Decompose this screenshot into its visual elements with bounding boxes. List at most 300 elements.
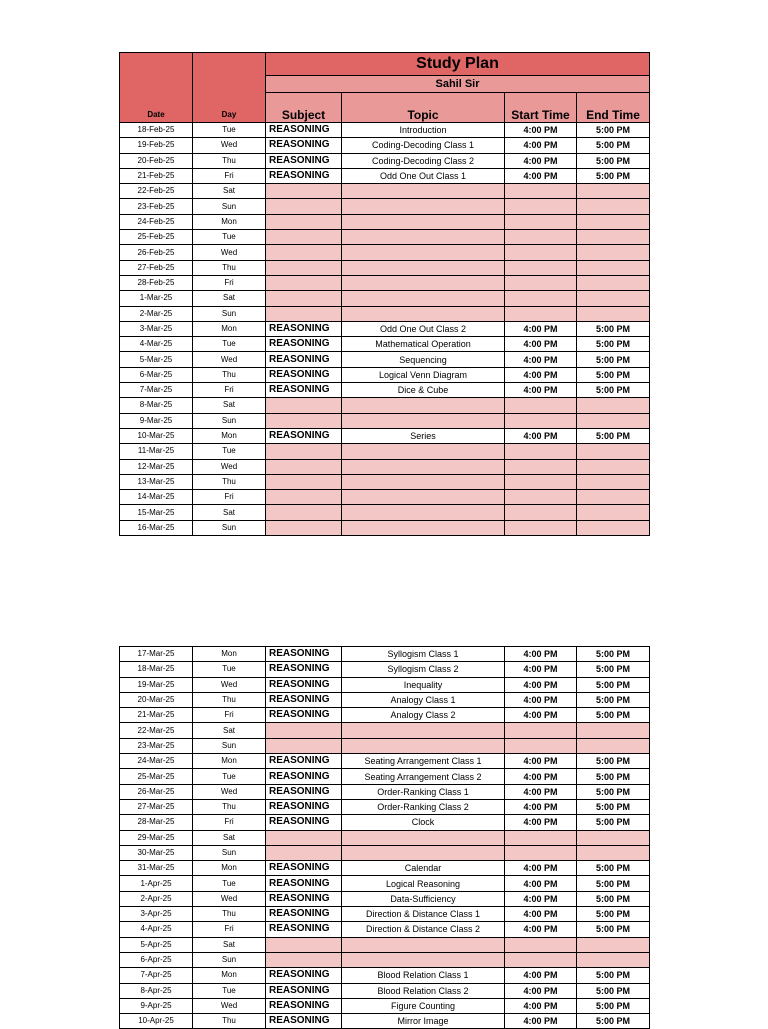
- day-cell: Tue: [193, 876, 266, 891]
- day-cell: Wed: [193, 998, 266, 1013]
- day-cell: Thu: [193, 799, 266, 814]
- topic-cell: Order-Ranking Class 1: [342, 784, 505, 799]
- subject-cell: [266, 474, 342, 489]
- day-cell: Sun: [193, 306, 266, 321]
- subject-cell: [266, 937, 342, 952]
- date-cell: 4-Apr-25: [120, 922, 193, 937]
- start-time-cell: 4:00 PM: [505, 998, 577, 1013]
- day-cell: Fri: [193, 490, 266, 505]
- subject-cell: [266, 952, 342, 967]
- topic-cell: [342, 214, 505, 229]
- subject-cell: [266, 444, 342, 459]
- subject-cell: REASONING: [266, 799, 342, 814]
- day-cell: Thu: [193, 260, 266, 275]
- topic-cell: Clock: [342, 815, 505, 830]
- topic-cell: [342, 275, 505, 290]
- end-time-cell: 5:00 PM: [577, 123, 650, 138]
- end-time-cell: 5:00 PM: [577, 891, 650, 906]
- topic-cell: Sequencing: [342, 352, 505, 367]
- subject-cell: REASONING: [266, 647, 342, 662]
- end-time-cell: [577, 398, 650, 413]
- topic-cell: [342, 306, 505, 321]
- subject-cell: [266, 490, 342, 505]
- date-cell: 1-Apr-25: [120, 876, 193, 891]
- table-row: [120, 784, 650, 799]
- topic-cell: Logical Venn Diagram: [342, 367, 505, 382]
- start-time-cell: [505, 398, 577, 413]
- date-cell: 11-Mar-25: [120, 444, 193, 459]
- end-time-cell: 5:00 PM: [577, 352, 650, 367]
- table-row: [120, 922, 650, 937]
- date-cell: 6-Apr-25: [120, 952, 193, 967]
- date-cell: 20-Feb-25: [120, 153, 193, 168]
- date-cell: 6-Mar-25: [120, 367, 193, 382]
- topic-cell: Direction & Distance Class 2: [342, 922, 505, 937]
- topic-cell: Syllogism Class 1: [342, 647, 505, 662]
- date-cell: 24-Mar-25: [120, 754, 193, 769]
- date-cell: 10-Mar-25: [120, 428, 193, 443]
- date-cell: 22-Feb-25: [120, 184, 193, 199]
- start-time-cell: 4:00 PM: [505, 383, 577, 398]
- table-row: [120, 168, 650, 183]
- day-cell: Thu: [193, 907, 266, 922]
- end-time-cell: 5:00 PM: [577, 367, 650, 382]
- start-time-cell: 4:00 PM: [505, 428, 577, 443]
- subject-cell: REASONING: [266, 428, 342, 443]
- subject-cell: REASONING: [266, 968, 342, 983]
- end-time-cell: [577, 413, 650, 428]
- end-time-cell: 5:00 PM: [577, 861, 650, 876]
- date-cell: 29-Mar-25: [120, 830, 193, 845]
- day-cell: Wed: [193, 677, 266, 692]
- date-cell: 24-Feb-25: [120, 214, 193, 229]
- end-time-cell: 5:00 PM: [577, 138, 650, 153]
- topic-cell: Blood Relation Class 1: [342, 968, 505, 983]
- topic-cell: [342, 291, 505, 306]
- end-time-cell: [577, 260, 650, 275]
- start-time-cell: 4:00 PM: [505, 861, 577, 876]
- day-cell: Tue: [193, 230, 266, 245]
- start-time-cell: 4:00 PM: [505, 138, 577, 153]
- start-time-cell: 4:00 PM: [505, 168, 577, 183]
- date-cell: 3-Apr-25: [120, 907, 193, 922]
- subject-cell: REASONING: [266, 708, 342, 723]
- topic-cell: [342, 520, 505, 535]
- table-row: [120, 998, 650, 1013]
- day-cell: Sun: [193, 199, 266, 214]
- start-time-cell: 4:00 PM: [505, 708, 577, 723]
- table-row: [120, 474, 650, 489]
- topic-cell: Series: [342, 428, 505, 443]
- date-cell: 7-Apr-25: [120, 968, 193, 983]
- start-time-cell: 4:00 PM: [505, 1014, 577, 1029]
- table-row: [120, 321, 650, 336]
- topic-cell: [342, 474, 505, 489]
- subject-cell: REASONING: [266, 998, 342, 1013]
- table-row: [120, 505, 650, 520]
- end-time-cell: [577, 474, 650, 489]
- date-cell: 27-Feb-25: [120, 260, 193, 275]
- day-cell: Tue: [193, 337, 266, 352]
- topic-cell: [342, 260, 505, 275]
- topic-cell: Logical Reasoning: [342, 876, 505, 891]
- date-cell: 31-Mar-25: [120, 861, 193, 876]
- date-cell: 25-Mar-25: [120, 769, 193, 784]
- table-row: [120, 677, 650, 692]
- table-row: [120, 260, 650, 275]
- subject-cell: [266, 291, 342, 306]
- end-time-cell: 5:00 PM: [577, 383, 650, 398]
- date-cell: 16-Mar-25: [120, 520, 193, 535]
- date-cell: 18-Feb-25: [120, 123, 193, 138]
- topic-cell: Odd One Out Class 2: [342, 321, 505, 336]
- day-cell: Thu: [193, 692, 266, 707]
- end-time-cell: [577, 230, 650, 245]
- sheet-subtitle: Sahil Sir: [266, 76, 650, 93]
- subject-cell: REASONING: [266, 138, 342, 153]
- day-cell: Sat: [193, 937, 266, 952]
- end-time-cell: [577, 952, 650, 967]
- day-cell: Tue: [193, 983, 266, 998]
- date-header: Date: [120, 53, 193, 123]
- start-time-cell: [505, 199, 577, 214]
- subject-cell: REASONING: [266, 692, 342, 707]
- day-cell: Fri: [193, 168, 266, 183]
- start-time-cell: [505, 845, 577, 860]
- subject-cell: [266, 520, 342, 535]
- table-row: [120, 815, 650, 830]
- end-time-cell: [577, 738, 650, 753]
- start-time-cell: [505, 505, 577, 520]
- table-row: [120, 306, 650, 321]
- day-cell: Mon: [193, 861, 266, 876]
- topic-cell: Syllogism Class 2: [342, 662, 505, 677]
- start-time-cell: [505, 738, 577, 753]
- date-cell: 23-Mar-25: [120, 738, 193, 753]
- table-row: [120, 891, 650, 906]
- day-cell: Tue: [193, 444, 266, 459]
- table-row: [120, 845, 650, 860]
- day-cell: Sat: [193, 830, 266, 845]
- sheet-title: Study Plan: [266, 53, 650, 76]
- date-cell: 17-Mar-25: [120, 647, 193, 662]
- start-time-cell: [505, 952, 577, 967]
- table-row: [120, 275, 650, 290]
- start-time-cell: [505, 184, 577, 199]
- table-row: [120, 428, 650, 443]
- subject-cell: [266, 723, 342, 738]
- table-row: [120, 937, 650, 952]
- start-time-cell: [505, 214, 577, 229]
- subject-cell: REASONING: [266, 1014, 342, 1029]
- date-cell: 22-Mar-25: [120, 723, 193, 738]
- date-cell: 4-Mar-25: [120, 337, 193, 352]
- start-time-cell: 4:00 PM: [505, 922, 577, 937]
- topic-cell: Seating Arrangement Class 1: [342, 754, 505, 769]
- day-cell: Sat: [193, 505, 266, 520]
- topic-cell: [342, 184, 505, 199]
- table-row: [120, 444, 650, 459]
- table-row: [120, 245, 650, 260]
- table-row: [120, 769, 650, 784]
- day-cell: Mon: [193, 754, 266, 769]
- day-cell: Sun: [193, 738, 266, 753]
- table-row: [120, 490, 650, 505]
- subject-cell: [266, 738, 342, 753]
- date-cell: 1-Mar-25: [120, 291, 193, 306]
- end-time-cell: [577, 830, 650, 845]
- subject-cell: [266, 230, 342, 245]
- study-plan-table-2-body: [120, 647, 650, 1029]
- day-cell: Sat: [193, 398, 266, 413]
- table-row: [120, 708, 650, 723]
- end-time-header: End Time: [577, 93, 650, 123]
- date-cell: 28-Feb-25: [120, 275, 193, 290]
- day-cell: Sat: [193, 184, 266, 199]
- table-row: [120, 907, 650, 922]
- table-row: [120, 799, 650, 814]
- table-row: [120, 692, 650, 707]
- end-time-cell: 5:00 PM: [577, 153, 650, 168]
- end-time-cell: 5:00 PM: [577, 815, 650, 830]
- topic-cell: [342, 459, 505, 474]
- day-cell: Sun: [193, 520, 266, 535]
- subject-cell: REASONING: [266, 983, 342, 998]
- end-time-cell: 5:00 PM: [577, 337, 650, 352]
- start-time-cell: [505, 444, 577, 459]
- topic-cell: Coding-Decoding Class 2: [342, 153, 505, 168]
- topic-cell: [342, 505, 505, 520]
- date-cell: 21-Feb-25: [120, 168, 193, 183]
- table-row: [120, 199, 650, 214]
- end-time-cell: 5:00 PM: [577, 677, 650, 692]
- start-time-cell: [505, 459, 577, 474]
- subject-cell: REASONING: [266, 876, 342, 891]
- start-time-cell: 4:00 PM: [505, 352, 577, 367]
- day-cell: Thu: [193, 153, 266, 168]
- start-time-cell: 4:00 PM: [505, 153, 577, 168]
- table-row: [120, 214, 650, 229]
- subject-cell: REASONING: [266, 153, 342, 168]
- start-time-cell: 4:00 PM: [505, 754, 577, 769]
- end-time-cell: 5:00 PM: [577, 647, 650, 662]
- start-time-cell: 4:00 PM: [505, 968, 577, 983]
- topic-cell: Figure Counting: [342, 998, 505, 1013]
- end-time-cell: [577, 275, 650, 290]
- date-cell: 8-Apr-25: [120, 983, 193, 998]
- day-cell: Wed: [193, 245, 266, 260]
- end-time-cell: [577, 214, 650, 229]
- date-cell: 9-Apr-25: [120, 998, 193, 1013]
- table-row: [120, 738, 650, 753]
- start-time-cell: 4:00 PM: [505, 784, 577, 799]
- day-cell: Mon: [193, 321, 266, 336]
- day-cell: Wed: [193, 784, 266, 799]
- study-plan-table-1: [119, 52, 650, 536]
- study-plan-table-1-body: [120, 53, 650, 536]
- subject-cell: REASONING: [266, 321, 342, 336]
- day-cell: Fri: [193, 922, 266, 937]
- table-row: [120, 968, 650, 983]
- end-time-cell: [577, 723, 650, 738]
- end-time-cell: 5:00 PM: [577, 922, 650, 937]
- end-time-cell: 5:00 PM: [577, 968, 650, 983]
- topic-cell: Coding-Decoding Class 1: [342, 138, 505, 153]
- day-cell: Fri: [193, 708, 266, 723]
- day-cell: Fri: [193, 815, 266, 830]
- day-cell: Mon: [193, 428, 266, 443]
- start-time-cell: [505, 275, 577, 290]
- table-row: [120, 952, 650, 967]
- subject-cell: REASONING: [266, 891, 342, 906]
- start-time-cell: 4:00 PM: [505, 647, 577, 662]
- table-row: [120, 754, 650, 769]
- subject-cell: REASONING: [266, 383, 342, 398]
- start-time-cell: 4:00 PM: [505, 321, 577, 336]
- date-cell: 26-Feb-25: [120, 245, 193, 260]
- table-row: [120, 413, 650, 428]
- day-cell: Wed: [193, 891, 266, 906]
- topic-cell: [342, 230, 505, 245]
- end-time-cell: 5:00 PM: [577, 662, 650, 677]
- end-time-cell: 5:00 PM: [577, 692, 650, 707]
- topic-cell: Seating Arrangement Class 2: [342, 769, 505, 784]
- start-time-cell: [505, 937, 577, 952]
- day-cell: Wed: [193, 352, 266, 367]
- topic-cell: [342, 490, 505, 505]
- table-row: [120, 123, 650, 138]
- table-row: [120, 861, 650, 876]
- subject-cell: [266, 505, 342, 520]
- date-cell: 21-Mar-25: [120, 708, 193, 723]
- start-time-cell: 4:00 PM: [505, 123, 577, 138]
- subject-cell: REASONING: [266, 907, 342, 922]
- date-cell: 19-Feb-25: [120, 138, 193, 153]
- date-cell: 2-Apr-25: [120, 891, 193, 906]
- day-cell: Tue: [193, 769, 266, 784]
- start-time-cell: [505, 413, 577, 428]
- date-cell: 15-Mar-25: [120, 505, 193, 520]
- start-time-cell: [505, 490, 577, 505]
- start-time-cell: [505, 291, 577, 306]
- start-time-cell: [505, 306, 577, 321]
- start-time-cell: [505, 474, 577, 489]
- subject-cell: [266, 275, 342, 290]
- table-row: [120, 520, 650, 535]
- subject-cell: [266, 398, 342, 413]
- start-time-cell: [505, 830, 577, 845]
- topic-header: Topic: [342, 93, 505, 123]
- table-row: [120, 459, 650, 474]
- subject-cell: REASONING: [266, 784, 342, 799]
- end-time-cell: [577, 459, 650, 474]
- subject-cell: [266, 413, 342, 428]
- start-time-cell: 4:00 PM: [505, 677, 577, 692]
- table-row: [120, 291, 650, 306]
- end-time-cell: [577, 306, 650, 321]
- start-time-cell: 4:00 PM: [505, 337, 577, 352]
- topic-cell: Data-Sufficiency: [342, 891, 505, 906]
- end-time-cell: [577, 199, 650, 214]
- table-row: [120, 830, 650, 845]
- end-time-cell: [577, 245, 650, 260]
- subject-cell: [266, 260, 342, 275]
- subject-cell: [266, 214, 342, 229]
- date-cell: 7-Mar-25: [120, 383, 193, 398]
- table-row: [120, 367, 650, 382]
- end-time-cell: 5:00 PM: [577, 876, 650, 891]
- end-time-cell: 5:00 PM: [577, 784, 650, 799]
- subject-cell: [266, 830, 342, 845]
- date-cell: 12-Mar-25: [120, 459, 193, 474]
- topic-cell: [342, 830, 505, 845]
- start-time-cell: [505, 260, 577, 275]
- topic-cell: Calendar: [342, 861, 505, 876]
- start-time-cell: [505, 723, 577, 738]
- end-time-cell: [577, 845, 650, 860]
- date-cell: 9-Mar-25: [120, 413, 193, 428]
- end-time-cell: [577, 490, 650, 505]
- day-cell: Sun: [193, 413, 266, 428]
- topic-cell: Mirror Image: [342, 1014, 505, 1029]
- topic-cell: Blood Relation Class 2: [342, 983, 505, 998]
- table-row: [120, 383, 650, 398]
- table-row: [120, 352, 650, 367]
- topic-cell: Mathematical Operation: [342, 337, 505, 352]
- date-cell: 26-Mar-25: [120, 784, 193, 799]
- start-time-cell: 4:00 PM: [505, 891, 577, 906]
- subject-cell: [266, 199, 342, 214]
- subject-cell: REASONING: [266, 367, 342, 382]
- start-time-cell: 4:00 PM: [505, 815, 577, 830]
- topic-cell: Introduction: [342, 123, 505, 138]
- topic-cell: [342, 398, 505, 413]
- date-cell: 8-Mar-25: [120, 398, 193, 413]
- end-time-cell: 5:00 PM: [577, 907, 650, 922]
- topic-cell: [342, 413, 505, 428]
- end-time-cell: 5:00 PM: [577, 799, 650, 814]
- subject-cell: [266, 459, 342, 474]
- table-row: [120, 184, 650, 199]
- end-time-cell: 5:00 PM: [577, 321, 650, 336]
- table-row: [120, 230, 650, 245]
- day-cell: Sun: [193, 952, 266, 967]
- subject-cell: REASONING: [266, 677, 342, 692]
- subject-cell: REASONING: [266, 815, 342, 830]
- start-time-cell: 4:00 PM: [505, 692, 577, 707]
- date-cell: 14-Mar-25: [120, 490, 193, 505]
- subject-cell: REASONING: [266, 922, 342, 937]
- end-time-cell: 5:00 PM: [577, 998, 650, 1013]
- end-time-cell: 5:00 PM: [577, 708, 650, 723]
- title-row: [120, 53, 650, 76]
- table-row: [120, 138, 650, 153]
- start-time-cell: 4:00 PM: [505, 769, 577, 784]
- start-time-cell: 4:00 PM: [505, 367, 577, 382]
- topic-cell: [342, 952, 505, 967]
- date-cell: 30-Mar-25: [120, 845, 193, 860]
- topic-cell: [342, 738, 505, 753]
- subject-cell: REASONING: [266, 337, 342, 352]
- end-time-cell: [577, 937, 650, 952]
- day-cell: Fri: [193, 383, 266, 398]
- date-cell: 25-Feb-25: [120, 230, 193, 245]
- end-time-cell: [577, 520, 650, 535]
- date-cell: 10-Apr-25: [120, 1014, 193, 1029]
- subject-header: Subject: [266, 93, 342, 123]
- topic-cell: Inequality: [342, 677, 505, 692]
- study-plan-table-2: [119, 646, 650, 1029]
